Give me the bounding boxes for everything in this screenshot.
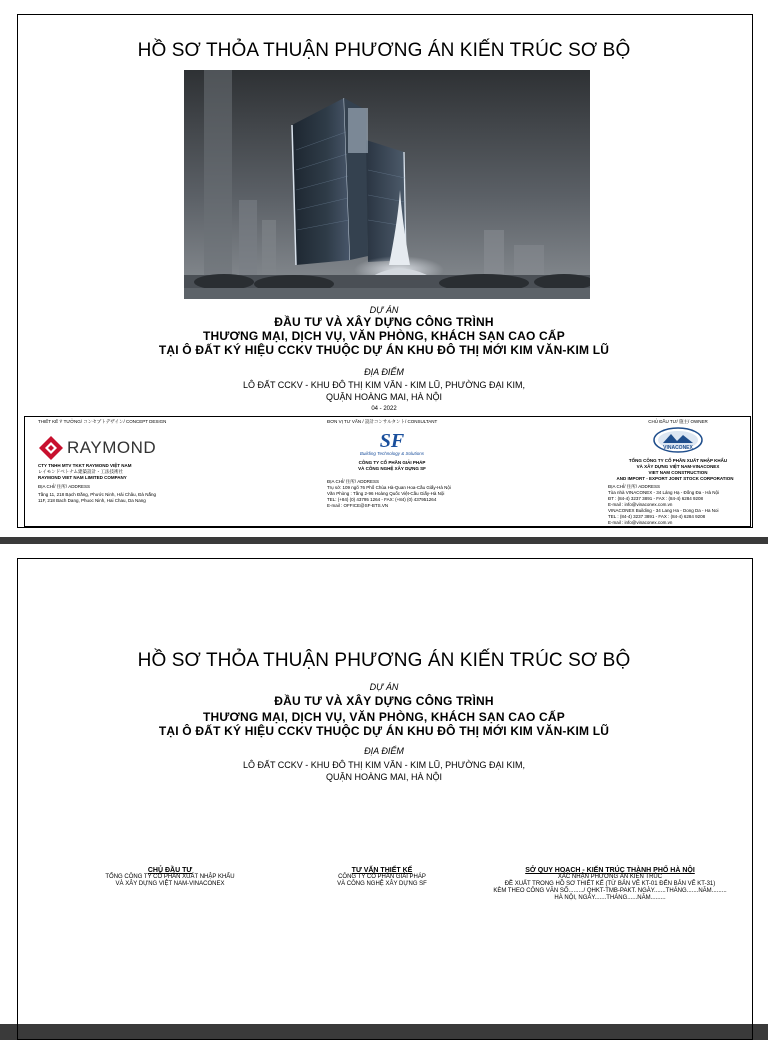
- owner-sig-line-2: VÀ XÂY DỰNG VIỆT NAM-VINACONEX: [115, 881, 225, 887]
- owner-address-4: VINACONEX Building - 34 Lang Ha - Dong Da - Ha Noi: [608, 508, 719, 513]
- owner-address-label: ĐỊA CHỈ/ 住所/ ADDRESS: [608, 484, 661, 489]
- owner-address-2: ĐT : (84-4) 3237 3891 - FAX : (84-4) 6284 9208: [608, 496, 703, 501]
- consult-sig-heading: TƯ VẤN THIẾT KẾ: [351, 867, 413, 874]
- owner-company-4: AND IMPORT - EXPORT JOINT STOCK CORPORATION: [616, 476, 734, 481]
- consult-sig-line-1: CÔNG TY CỔ PHẦN GIẢI PHÁP: [338, 874, 426, 880]
- location-line-2: QUẬN HOÀNG MAI, HÀ NỘI: [325, 392, 442, 402]
- consult-company-2: VÀ CÔNG NGHỆ XÂY DỰNG SF: [358, 466, 426, 471]
- sheet-frame-2: [17, 558, 753, 1040]
- consult-address-1: Trụ sở: 109 ngõ 76 Phố Chùa Hà-Quan Hoa-Cầu Giấy-Hà Nội: [327, 485, 451, 490]
- location-label: ĐỊA ĐIỂM: [364, 367, 404, 377]
- consult-sig-line-2: VÀ CÔNG NGHỆ XÂY DỰNG SF: [337, 881, 427, 887]
- consult-address-3: TEL: (+84) (0) 43795 1264 - FAX: (+84) (0) 437951264: [327, 497, 437, 502]
- consult-company-1: CÔNG TY CỔ PHẦN GIẢI PHÁP: [358, 460, 426, 465]
- authority-sig-line-4: HÀ NỘI, NGÀY.......THÁNG......NĂM.........: [554, 895, 666, 901]
- design-header: THIẾT KẾ Ý TƯỞNG/ コンセプトデザイン/ CONCEPT DESIGN: [38, 419, 167, 424]
- owner-sig-heading: CHỦ ĐẦU TƯ: [147, 867, 193, 874]
- location-line-1: LÔ ĐẤT CCKV - KHU ĐÔ THỊ KIM VĂN - KIM LŨ, PHƯỜNG ĐẠI KIM,: [242, 380, 526, 390]
- raymond-logo: [38, 435, 288, 461]
- authority-sig-line-1: XÁC NHẬN PHƯƠNG ÁN KIẾN TRÚC: [557, 874, 663, 880]
- consult-address-2: Văn Phòng : Tầng 2-96 Hoàng Quốc Việt-Cầu Giấy-Hà Nội: [327, 491, 445, 496]
- sf-tagline: Building Technology & Solutions: [359, 451, 425, 456]
- project-line-2-2: THƯƠNG MẠI, DỊCH VỤ, VĂN PHÒNG, KHÁCH SẠN CAO CẤP: [202, 710, 565, 724]
- consult-header: ĐƠN VỊ TƯ VẤN / 設計コンサルタント/ CONSULTANT: [327, 419, 438, 424]
- design-address-label: ĐỊA CHỈ/ 住所/ ADDRESS: [38, 484, 91, 489]
- consult-address-4: E-mail : OFFICE@SF-BTS.VN: [327, 503, 389, 508]
- owner-header: CHỦ ĐẦU TƯ/ 施主/ OWNER: [648, 419, 708, 424]
- document-title: HỒ SƠ THỎA THUẬN PHƯƠNG ÁN KIẾN TRÚC SƠ BỘ: [137, 40, 631, 61]
- sf-logo-text: SF: [379, 430, 405, 452]
- raymond-logo-text: RAYMOND: [67, 438, 157, 457]
- owner-address-3: E-mail : info@vinaconex.com.vn: [608, 502, 673, 507]
- owner-address-6: E-mail : info@vinaconex.com.vn: [608, 520, 673, 525]
- document-title-2: HỒ SƠ THỎA THUẬN PHƯƠNG ÁN KIẾN TRÚC SƠ BỘ: [137, 650, 631, 671]
- consult-address-label: ĐỊA CHỈ/ 住所/ ADDRESS: [327, 479, 380, 484]
- location-label-2: ĐỊA ĐIỂM: [364, 746, 404, 756]
- design-address-1: Tầng 11, 218 Bạch Đằng, Phước Ninh, Hải Châu, Đà Nẵng: [38, 492, 156, 497]
- authority-sig-line-2: ĐỀ XUẤT TRONG HỒ SƠ THIẾT KẾ (TỪ BẢN VẼ KT-01 ĐẾN BẢN VẼ KT-31): [504, 881, 716, 887]
- owner-company-3: VIET NAM CONSTRUCTION: [648, 470, 708, 475]
- vinaconex-logo-text: VINACONEX: [663, 445, 693, 451]
- project-label-2: DỰ ÁN: [369, 682, 399, 692]
- vinaconex-logo: [608, 427, 748, 458]
- project-line-1: ĐẦU TƯ VÀ XÂY DỰNG CÔNG TRÌNH: [274, 315, 494, 329]
- design-company-vi: CTY TNHH MTV TKKT RAYMOND VIỆT NAM: [38, 463, 132, 468]
- project-line-3: TẠI Ô ĐẤT KÝ HIỆU CCKV THUỘC DỰ ÁN KHU ĐÔ THỊ MỚI KIM VĂN-KIM LŨ: [158, 343, 610, 357]
- consultant-signature-block: [292, 867, 472, 888]
- owner-sig-line-1: TỔNG CÔNG TY CỔ PHẦN XUẤT NHẬP KHẨU: [105, 874, 235, 880]
- owner-address-5: TEL : (84-4) 3237 3891 - FAX : (84-4) 6284 9208: [608, 514, 706, 519]
- owner-address-1: Tòa nhà VINACONEX - 34 Láng Hạ - Đống Đa - Hà Nội: [608, 490, 720, 495]
- project-line-2: THƯƠNG MẠI, DỊCH VỤ, VĂN PHÒNG, KHÁCH SẠN CAO CẤP: [202, 329, 565, 343]
- authority-signature-block: [470, 867, 750, 902]
- cover-sheet-2: [0, 544, 768, 1024]
- building-rendering: [184, 70, 590, 299]
- design-address-2: 11F, 218 Bach Dang, Phuoc Ninh, Hai Chau, Da Nang: [38, 498, 146, 503]
- consultant-column: [327, 419, 547, 509]
- location-line-2-2: QUẬN HOÀNG MAI, HÀ NỘI: [325, 772, 442, 782]
- owner-company-1: TỔNG CÔNG TY CỔ PHẦN XUẤT NHẬP KHẨU: [628, 458, 728, 463]
- issue-date: 04 - 2022: [371, 406, 397, 412]
- design-column: [38, 419, 288, 504]
- owner-company-2: VÀ XÂY DỰNG VIỆT NAM-VINACONEX: [636, 464, 720, 469]
- authority-sig-line-3: KÈM THEO CÔNG VĂN SỐ........./ QHKT-TMB-PAKT. NGÀY.......THÁNG.......NĂM.........: [493, 888, 727, 894]
- design-company-en: RAYMOND VIET NAM LIMITED COMPANY: [38, 475, 127, 480]
- authority-sig-heading: SỞ QUY HOẠCH - KIẾN TRÚC THÀNH PHỐ HÀ NỘI: [525, 867, 695, 874]
- location-line-2-1: LÔ ĐẤT CCKV - KHU ĐÔ THỊ KIM VĂN - KIM LŨ, PHƯỜNG ĐẠI KIM,: [242, 760, 526, 770]
- sf-logo: [327, 431, 457, 472]
- project-line-2-3: TẠI Ô ĐẤT KÝ HIỆU CCKV THUỘC DỰ ÁN KHU ĐÔ THỊ MỚI KIM VĂN-KIM LŨ: [158, 724, 610, 738]
- raymond-mark-icon: [38, 435, 64, 461]
- project-label: DỰ ÁN: [369, 305, 399, 315]
- vinaconex-mark-icon: [653, 427, 703, 453]
- owner-column: [608, 419, 748, 526]
- project-line-2-1: ĐẦU TƯ VÀ XÂY DỰNG CÔNG TRÌNH: [274, 694, 494, 708]
- owner-signature-block: [70, 867, 270, 888]
- design-company-jp: レイモンドベトナム建築設計・工法技術社: [38, 469, 124, 474]
